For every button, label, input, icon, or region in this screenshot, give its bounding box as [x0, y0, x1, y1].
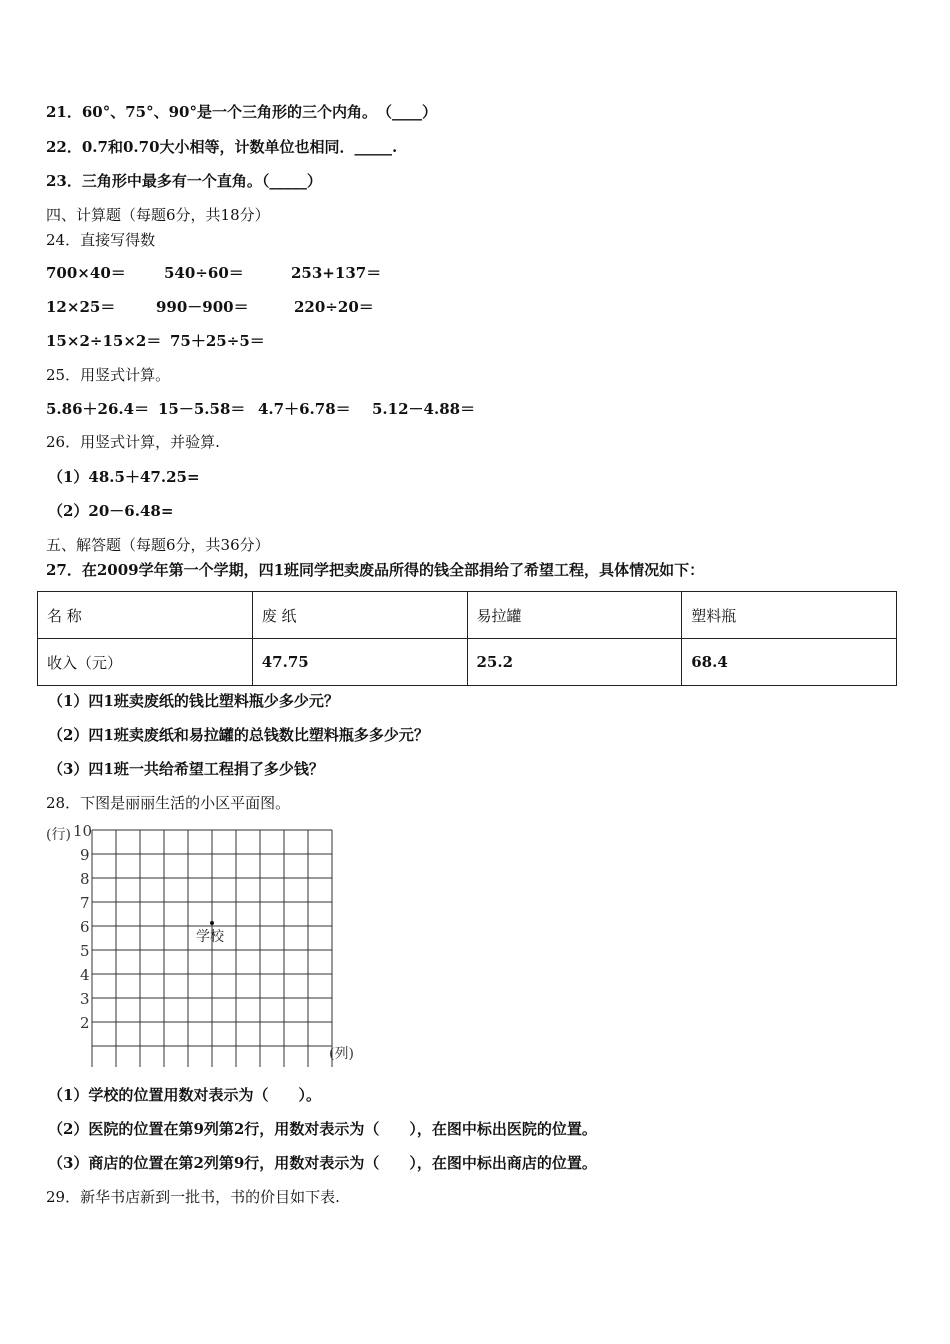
question-26: 26．用竖式计算，并验算. [46, 433, 220, 451]
table-cell: 68.4 [682, 639, 897, 686]
row-number: 4 [80, 966, 90, 984]
calc-item: 5.86＋26.4＝ [46, 400, 150, 418]
calc-item: 12×25＝ [46, 298, 116, 316]
row-number: 5 [80, 942, 90, 960]
question-23: 23．三角形中最多有一个直角。（_____） [46, 172, 322, 190]
table-cell: 收入（元） [38, 639, 253, 686]
question-27-part-2: （2）四1班卖废纸和易拉罐的总钱数比塑料瓶多多少元？ [48, 726, 429, 744]
row-axis-label: (行) [46, 827, 71, 843]
calc-item: 253+137＝ [291, 264, 382, 282]
row-number: 10 [73, 822, 93, 840]
question-24: 24．直接写得数 [46, 231, 156, 249]
calc-item: 15×2÷15×2＝ [46, 332, 162, 350]
question-28-part-2: （2）医院的位置在第9列第2行，用数对表示为（ ），在图中标出医院的位置。 [48, 1120, 597, 1138]
row-number: 6 [80, 918, 90, 936]
row-number: 3 [80, 990, 90, 1008]
question-22: 22．0.7和0.70大小相等，计数单位也相同．_____. [46, 138, 398, 156]
calc-item: 990－900＝ [156, 298, 249, 316]
col-axis-label: (列) [329, 1046, 354, 1062]
calc-item: 220÷20＝ [294, 298, 374, 316]
row-numbers [73, 822, 92, 1032]
question-25: 25．用竖式计算。 [46, 366, 171, 384]
grid-lines [92, 830, 332, 1067]
row-number: 7 [80, 894, 90, 912]
calc-item: 540÷60＝ [164, 264, 244, 282]
question-29: 29．新华书店新到一批书，书的价目如下表. [46, 1188, 340, 1206]
table-row [38, 639, 897, 686]
calc-item: 700×40＝ [46, 264, 126, 282]
table-cell: 25.2 [467, 639, 682, 686]
section-5-heading: 五、解答题（每题6分，共36分） [46, 536, 270, 554]
question-28-part-1: （1）学校的位置用数对表示为（ ）。 [48, 1086, 321, 1104]
income-table [37, 591, 897, 686]
question-27-part-1: （1）四1班卖废纸的钱比塑料瓶少多少元？ [48, 692, 339, 710]
section-4-heading: 四、计算题（每题6分，共18分） [46, 206, 270, 224]
table-header-cell: 名 称 [38, 592, 253, 639]
question-28-part-3: （3）商店的位置在第2列第9行，用数对表示为（ ），在图中标出商店的位置。 [48, 1154, 597, 1172]
table-cell: 47.75 [252, 639, 467, 686]
calc-item: 15－5.58＝ [158, 400, 246, 418]
calc-item: 75＋25÷5＝ [170, 332, 265, 350]
question-27: 27．在2009学年第一个学期，四1班同学把卖废品所得的钱全部捐给了希望工程，具体情况如下： [46, 561, 705, 579]
neighborhood-grid-map [40, 822, 360, 1067]
school-label: 学校 [196, 929, 224, 945]
school-point [210, 921, 214, 925]
question-26-part-1: （1）48.5＋47.25= [48, 468, 200, 486]
table-header-cell: 废 纸 [252, 592, 467, 639]
row-number: 9 [80, 846, 90, 864]
question-26-part-2: （2）20－6.48= [48, 502, 174, 520]
question-28: 28．下图是丽丽生活的小区平面图。 [46, 794, 291, 812]
calc-item: 4.7＋6.78＝ [258, 400, 351, 418]
question-27-part-3: （3）四1班一共给希望工程捐了多少钱？ [48, 760, 324, 778]
calc-item: 5.12－4.88＝ [372, 400, 476, 418]
row-number: 8 [80, 870, 90, 888]
table-header-cell: 塑料瓶 [682, 592, 897, 639]
question-21: 21．60°、75°、90°是一个三角形的三个内角。 （____） [46, 103, 437, 121]
table-header-row [38, 592, 897, 639]
table-header-cell: 易拉罐 [467, 592, 682, 639]
grid-svg [40, 822, 360, 1067]
row-number: 2 [80, 1014, 90, 1032]
